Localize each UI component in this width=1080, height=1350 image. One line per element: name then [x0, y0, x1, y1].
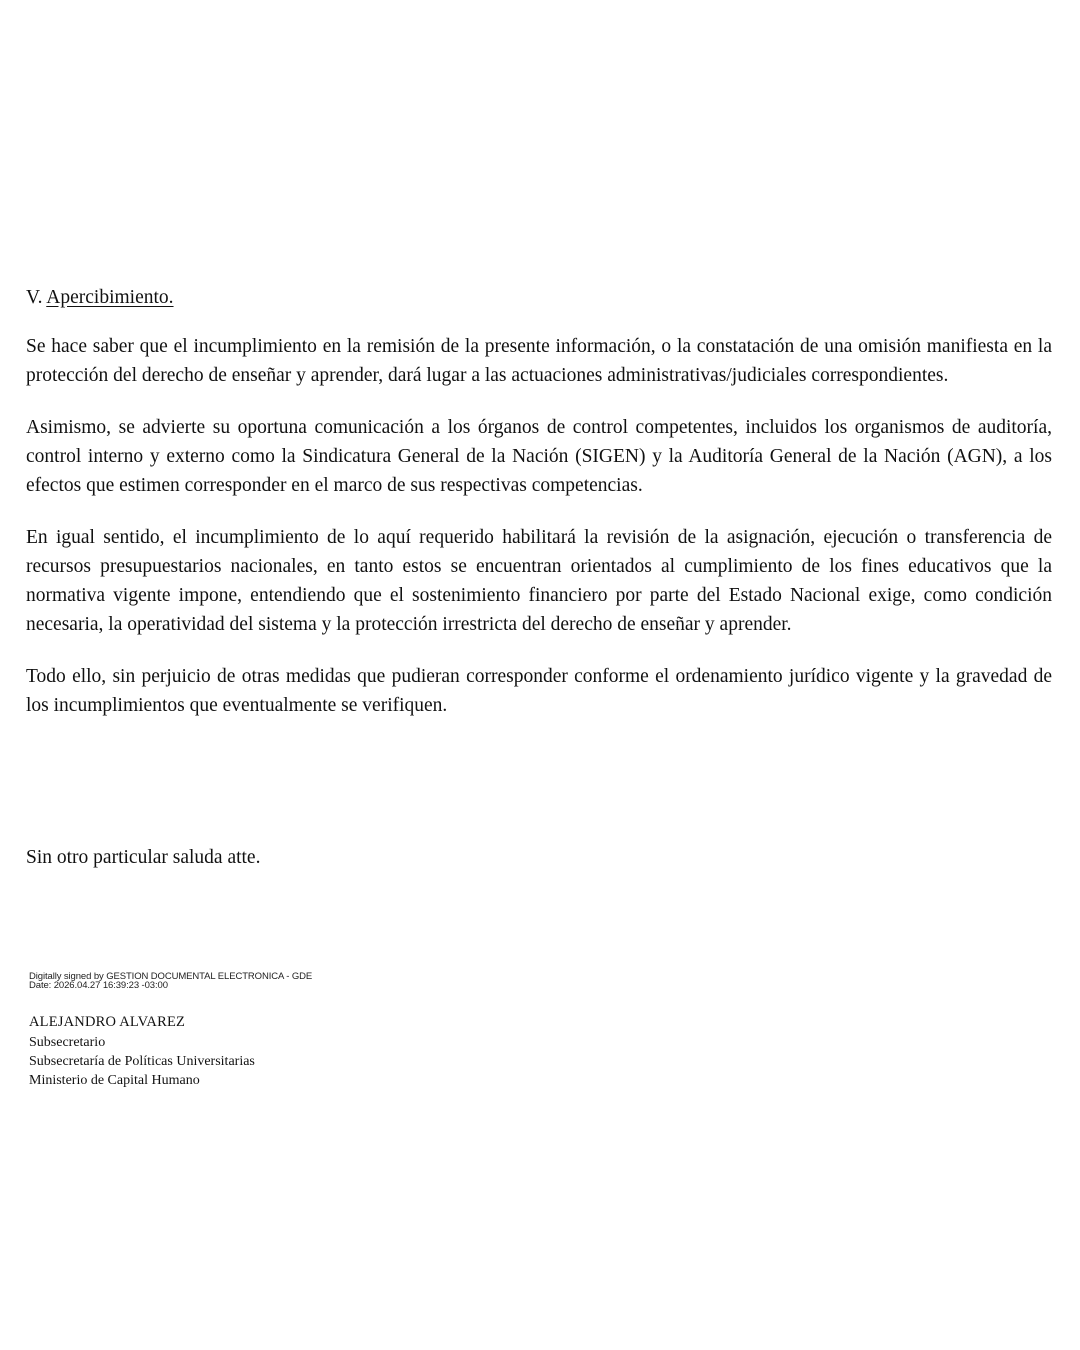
section-number: V.	[26, 287, 43, 308]
section-heading	[26, 283, 1052, 312]
paragraph-control-bodies: Asimismo, se advierte su oportuna comunicación a los órganos de control competentes, incluidos los organismos de auditoría, control interno y externo como la Sindicatura General de la Nación (SIGEN) y la Auditoría General de la Nación (AGN), a los efectos que estimen corresponder en el marco de sus respectivas competencias.	[26, 417, 1052, 496]
paragraph-other-measures: Todo ello, sin perjuicio de otras medidas que pudieran corresponder conforme el ordenamiento jurídico vigente y la gravedad de los incumplimientos que eventualmente se verifiquen.	[26, 666, 1052, 716]
signer-ministry: Ministerio de Capital Humano	[29, 1073, 200, 1088]
digital-signature-date: Date: 2026.04.27 16:39:23 -03:00	[29, 980, 168, 991]
section-title: Apercibimiento.	[46, 287, 174, 308]
digital-signature-stamp	[29, 972, 312, 990]
closing-line: Sin otro particular saluda atte.	[26, 847, 261, 868]
signer-position: Subsecretario	[29, 1035, 106, 1050]
signer-name: ALEJANDRO ALVAREZ	[29, 1014, 186, 1030]
paragraph-budget-review: En igual sentido, el incumplimiento de lo aquí requerido habilitará la revisión de la asignación, ejecución o transferencia de recursos presupuestarios nacionales, en tanto estos se encuentran orientados al cumplimiento de los fines educativos que la normativa vigente impone, entendiendo que el sostenimiento financiero por parte del Estado Nacional exige, como condición necesaria, la operatividad del sistema y la protección irrestricta del derecho de enseñar y aprender.	[26, 527, 1052, 635]
document-body	[26, 283, 1052, 743]
paragraph-notice: Se hace saber que el incumplimiento en la remisión de la presente información, o la constatación de una omisión manifiesta en la protección del derecho de enseñar y aprender, dará lugar a las actuaciones administrativas/judiciales correspondientes.	[26, 336, 1052, 386]
signer-office: Subsecretaría de Políticas Universitarias	[29, 1054, 255, 1069]
digital-signature-signed-by: Digitally signed by GESTION DOCUMENTAL ELECTRONICA - GDE	[29, 971, 313, 982]
signer-block	[29, 1013, 255, 1090]
